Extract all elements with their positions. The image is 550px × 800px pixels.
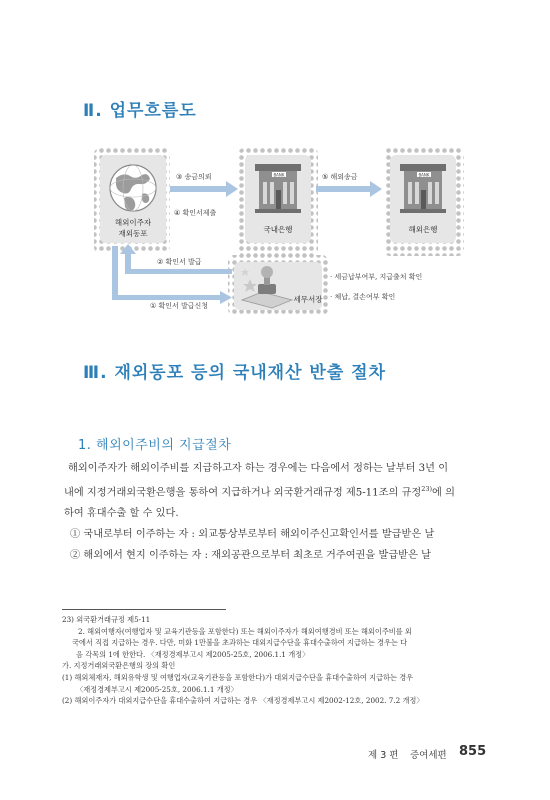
body-paragraph <box>64 458 500 566</box>
domestic-bank-label: 국내은행 <box>263 225 293 234</box>
footnote-line-8: (2) 해외이주자가 대외지급수단을 휴대수출하여 지급하는 경우 〈재정경제부고시 제2002-12호, 2002. 7.2 개정〉 <box>62 696 424 706</box>
paragraph-line-2-tail: 에 의 <box>432 487 455 499</box>
arrow-apply-vertical <box>112 246 118 300</box>
check1-label: · 세금납부여부, 지급출처 확인 <box>330 273 423 281</box>
resident-label <box>100 217 166 239</box>
footnote-ref-23: 23) <box>421 485 433 493</box>
arrow-issue-confirm <box>128 269 232 274</box>
arrow-overseas-remit-head <box>370 181 382 197</box>
arrow-remit-request-head <box>226 181 238 197</box>
list-item-2: ② 해외에서 현지 이주하는 자 : 재외공관으로부터 최초로 거주여권을 발급받은 날 <box>70 550 431 562</box>
footnote-line-7: 〈재정경제부고시 제2005-25호, 2006.1.1 개정〉 <box>76 684 238 694</box>
footnote-line-6: (1) 해외체재자, 해외유학생 및 여행업자(교육기관등을 포함한다)가 대외지급수단을 휴대수출하여 지급하는 경우 <box>62 672 414 682</box>
foreign-bank-label: 해외은행 <box>408 225 438 234</box>
section-title-workflow: Ⅱ. 업무흐름도 <box>83 101 197 121</box>
arrow-apply-confirm <box>112 295 222 300</box>
paragraph-line-2 <box>64 479 500 503</box>
arrow-overseas-remit <box>316 186 372 192</box>
check2-label: · 체납, 결손여부 확인 <box>330 293 396 301</box>
step2-label: ② 확인서 발급 <box>157 258 202 266</box>
arrow-issue-confirm-vertical <box>125 252 131 274</box>
footnote-line-1: 23) 외국환거래규정 제5-11 <box>62 615 151 624</box>
tax-office-label: 세무서장 <box>293 295 323 304</box>
step5-label: ⑤ 해외송금 <box>322 173 358 181</box>
section-title-procedure: Ⅲ. 재외동포 등의 국내재산 반출 절차 <box>83 363 387 383</box>
arrow-remit-request <box>170 186 228 192</box>
footnote-line-2: 2. 해외여행자(여행업자 및 교육기관등을 포함한다) 또는 해외이주자가 해외여행경비 또는 해외이주비를 외 <box>78 626 412 636</box>
workflow-diagram-graphics <box>0 0 550 330</box>
resident-label-line2: 재외동포 <box>118 229 148 238</box>
step4-label: ④ 확인서제출 <box>174 209 217 217</box>
footer-title: 증여세편 <box>410 750 447 761</box>
paragraph-line-2-text: 내에 지정거래외국환은행을 통하여 지급하거나 외국환거래규정 제5-11조의 규정 <box>64 487 422 499</box>
footnotes <box>62 614 502 707</box>
paragraph-line-1: 해외이주자가 해외이주비를 지급하고자 하는 경우에는 다음에서 정하는 날부터 3년 이 <box>68 463 449 474</box>
page-number: 855 <box>459 744 487 759</box>
foreign-bank-building-icon <box>400 164 446 213</box>
footnote-line-3: 국에서 직접 지급하는 경우. 다만, 미화 1만불을 초과하는 대외지급수단을 휴대수출하여 지급하는 경우는 다 <box>72 638 408 648</box>
domestic-bank-building-icon <box>255 164 301 213</box>
footnote-divider <box>62 609 226 610</box>
footer-part: 제 3 편 <box>368 750 399 761</box>
footnote-line-4: 음 각목의 1에 한한다. 〈재정경제부고시 제2005-25호, 2006.1.1 개정〉 <box>76 649 310 659</box>
paragraph-line-3: 하여 휴대수출 할 수 있다. <box>64 508 179 520</box>
foreign-bank-sign: BANK <box>418 172 430 178</box>
step1-label: ① 확인서 발급신청 <box>150 302 209 310</box>
subsection-title-emigration-fund: 1. 해외이주비의 지급절차 <box>78 438 232 453</box>
domestic-bank-sign: BANK <box>273 172 285 178</box>
step3-label: ③ 송금의뢰 <box>176 173 212 181</box>
globe-icon <box>110 165 156 211</box>
list-item-1: ① 국내로부터 이주하는 자 : 외교통상부로부터 해외이주신고확인서를 발급받은 날 <box>70 529 435 541</box>
resident-label-line1: 해외이주자 <box>114 218 152 227</box>
footnote-line-5: 가. 지정거래외국환은행의 장의 확인 <box>62 661 176 671</box>
